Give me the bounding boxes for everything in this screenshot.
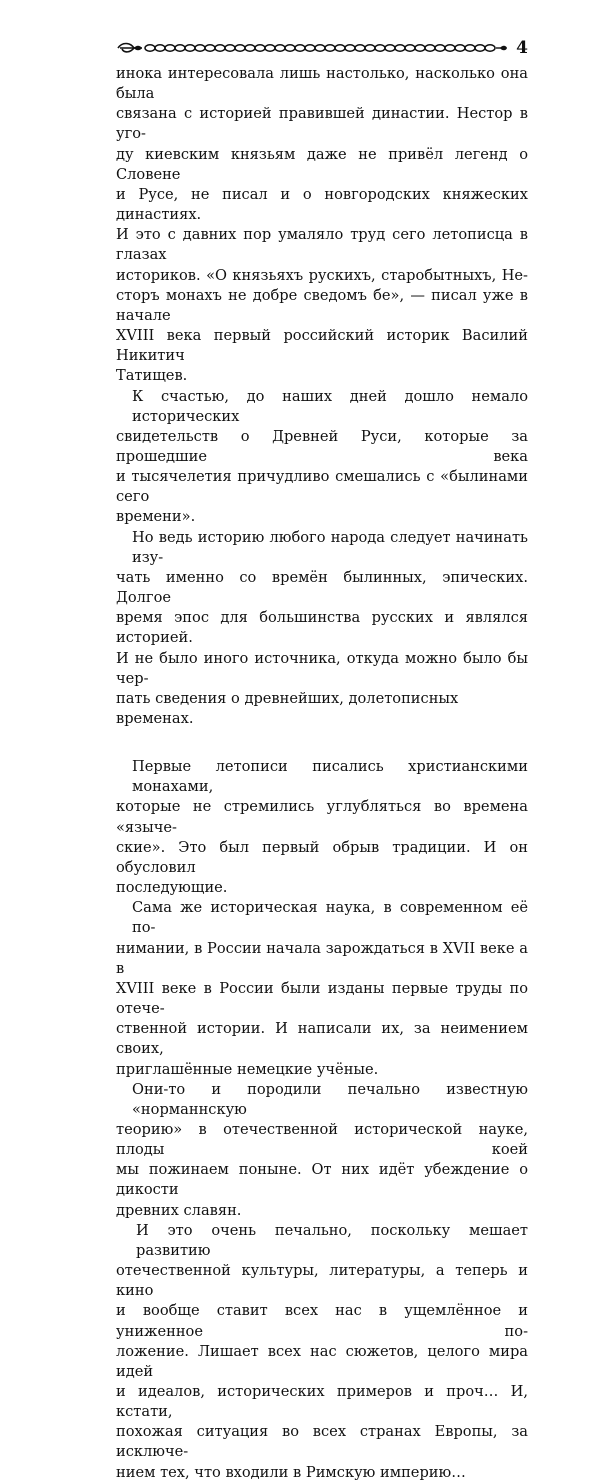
text-line: времени». [116,508,196,526]
text-line: пать сведения о древнейших, долетописных временах. [116,689,459,727]
text-line: последующие. [116,879,228,897]
text-line: XVIII века первый российский историк Василий Никитич [116,327,528,365]
paragraph [116,64,528,387]
paragraph [116,387,528,528]
text-line: чать именно со времён былинных, эпических. Долгое [116,568,528,607]
text-line: К счастью, до наших дней дошло немало исторических [132,387,528,425]
ornamental-rule-icon [116,40,508,56]
page-number: 4 [516,38,528,58]
text-line: древних славян. [116,1201,242,1219]
text-line: ские». Это был первый обрыв традиции. И он обусловил [116,838,528,876]
text-line: и идеалов, исторических примеров и проч… И, кстати, [116,1383,528,1421]
paragraph [116,757,528,898]
text-line: Сама же историческая наука, в современном её по- [132,899,528,937]
text-line: и тысячелетия причудливо смешались с «былинами сего [116,468,528,506]
text-line: Татищев. [116,367,188,385]
text-line: отечественной культуры, литературы, а теперь и кино [116,1262,528,1300]
text-line: сторъ монахъ не добре сведомъ бе», — писал уже в начале [116,286,528,324]
text-line: И это очень печально, поскольку мешает развитию [136,1221,528,1259]
text-line: нием тех, что входили в Римскую империю… [116,1463,466,1481]
text-line: Первые летописи писались христианскими монахами, [132,758,528,796]
paragraph [116,1080,528,1221]
text-line: историков. «О князьяхъ рускихъ, старобытныхъ, Не- [116,266,528,284]
text-line: теорию» в отечественной исторической науке, плоды коей [116,1120,528,1159]
text-line: ственной истории. И написали их, за неимением своих, [116,1020,528,1058]
text-line: Но ведь историю любого народа следует начинать изу- [132,528,528,566]
text-line: Они-то и породили печально известную «норманнскую [132,1080,528,1118]
paragraph [116,898,528,1079]
page-header [116,38,528,60]
text-line: нимании, в России начала зарождаться в XVII веке а в [116,939,528,977]
text-line: и вообще ставит всех нас в ущемлённое и униженное по- [116,1302,528,1340]
text-line: приглашённые немецкие учёные. [116,1060,379,1078]
paragraph [116,528,528,730]
text-line: связана с историей правившей династии. Нестор в уго- [116,105,528,143]
text-line: мы пожинаем поныне. От них идёт убеждение о дикости [116,1161,528,1199]
text-line: которые не стремились углубляться во времена «языче- [116,798,528,836]
text-line: ду киевским князьям даже не привёл легенд о Словене [116,145,528,183]
text-line: XVIII веке в России были изданы первые труды по отече- [116,979,528,1018]
text-line: И не было иного источника, откуда можно было бы чер- [116,649,528,687]
text-line: похожая ситуация во всех странах Европы, за исключе- [116,1423,528,1461]
text-line: свидетельств о Древней Руси, которые за прошедшие века [116,427,528,465]
text-line: и Русе, не писал и о новгородских княжеских династиях. [116,185,528,224]
text-line: ложение. Лишает всех нас сюжетов, целого мира идей [116,1342,528,1380]
body-text [116,64,528,1483]
paragraph [116,1221,528,1483]
text-line: время эпос для большинства русских и являлся историей. [116,609,528,647]
text-line: инока интересовала лишь настолько, насколько она была [116,65,528,103]
section-gap [116,729,528,757]
text-line: И это с давних пор умаляло труд сего летописца в глазах [116,226,528,264]
